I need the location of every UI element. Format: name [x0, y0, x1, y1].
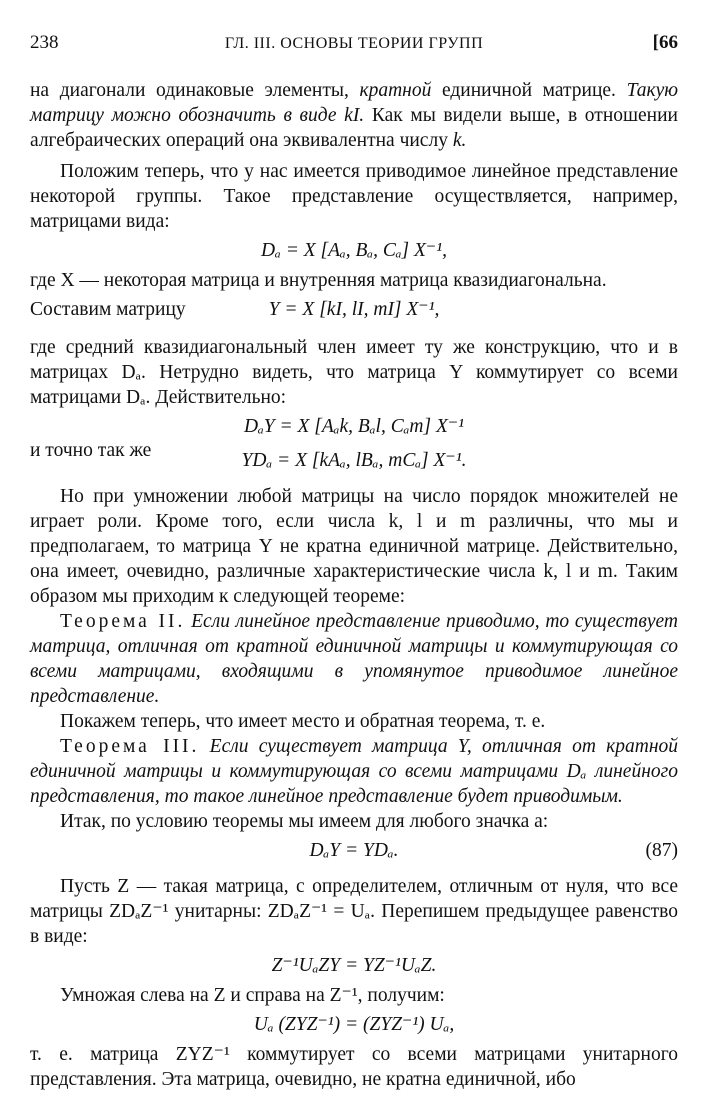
page-number: 238	[30, 32, 59, 53]
equation-lead-text: Составим матрицу	[30, 299, 186, 320]
paragraph: Покажем теперь, что имеет место и обратная теорема, т. е.	[60, 711, 546, 732]
equation: YDₐ = X [kAₐ, lBₐ, mCₐ] X⁻¹.	[241, 450, 467, 471]
equation: DₐY = X [Aₐk, Bₐl, Cₐm] X⁻¹	[243, 416, 465, 437]
equation: DₐY = YDₐ. (87)	[30, 834, 678, 868]
equation-row	[30, 293, 678, 329]
theorem-2	[30, 609, 678, 709]
paragraph: Но при умножении любой матрицы на число порядок множителей не играет роли. Кроме того, если числа k, l и m различны, что мы и предполагаем, то матрица Y не кратна единичной матрице. Действительно, она имеет, очевидно, различные характеристические числа k, l и m. Таким образом мы приходим к следующей теореме:	[30, 486, 678, 607]
equation: Dₐ = X [Aₐ, Bₐ, Cₐ] X⁻¹,	[261, 240, 447, 261]
paragraph: Умножая слева на Z и справа на Z⁻¹, получим:	[60, 985, 445, 1006]
equation-row	[30, 440, 678, 478]
paragraph: где средний квазидиагональный член имеет ту же конструкцию, что и в матрицах Dₐ. Нетрудно видеть, что матрица Y коммутирует со всеми матрицами Dₐ. Действительно:	[30, 337, 678, 408]
equation-number: (87)	[645, 840, 678, 861]
paragraph: Итак, по условию теоремы мы имеем для любого значка a:	[60, 811, 549, 832]
theorem-text: Если линейное представление приводимо, то существует матрица, отличная от кратной единичной матрицы и коммутирующая со всеми матрицами, входящими в упомянутое приводимое линейное представление.	[30, 611, 678, 707]
page-header	[30, 30, 678, 60]
paragraph: Пусть Z — такая матрица, с определителем, отличным от нуля, что все матрицы ZDₐZ⁻¹ унитарны: ZDₐZ⁻¹ = Uₐ. Перепишем предыдущее равенство в виде:	[30, 876, 678, 947]
paragraph: на диагонали одинаковые элементы, кратной единичной матрице. Такую матрицу можно обозначить в виде kI. Как мы видели выше, в отношении алгебраических операций она эквивалентна числу k.	[30, 80, 678, 151]
section-number: [66	[652, 32, 678, 53]
paragraph: т. е. матрица ZYZ⁻¹ коммутирует со всеми матрицами унитарного представления. Эта матрица, очевидно, не кратна единичной, ибо	[30, 1044, 678, 1090]
theorem-label: Теорема II.	[60, 611, 186, 632]
paragraph: где X — некоторая матрица и внутренняя матрица квазидиагональна.	[30, 270, 607, 291]
page-body	[30, 78, 678, 1092]
equation: Uₐ (ZYZ⁻¹) = (ZYZ⁻¹) Uₐ,	[253, 1014, 455, 1035]
equation-lead-text: и точно так же	[30, 440, 152, 461]
theorem-label: Теорема III.	[60, 736, 200, 757]
theorem-text: Если существует матрица Y, отличная от кратной единичной матрицы и коммутирующая со всеми матрицами Dₐ линейного представления, то такое линейное представление будет приводимым.	[30, 736, 679, 807]
running-title: ГЛ. III. ОСНОВЫ ТЕОРИИ ГРУПП	[224, 35, 484, 52]
equation: Y = X [kI, lI, mI] X⁻¹,	[268, 299, 440, 320]
theorem-3	[30, 734, 678, 809]
paragraph: Положим теперь, что у нас имеется приводимое линейное представление некоторой группы. Такое представление осуществляется, например, матрицами вида:	[30, 161, 678, 232]
equation: Z⁻¹UₐZY = YZ⁻¹UₐZ.	[271, 955, 437, 976]
